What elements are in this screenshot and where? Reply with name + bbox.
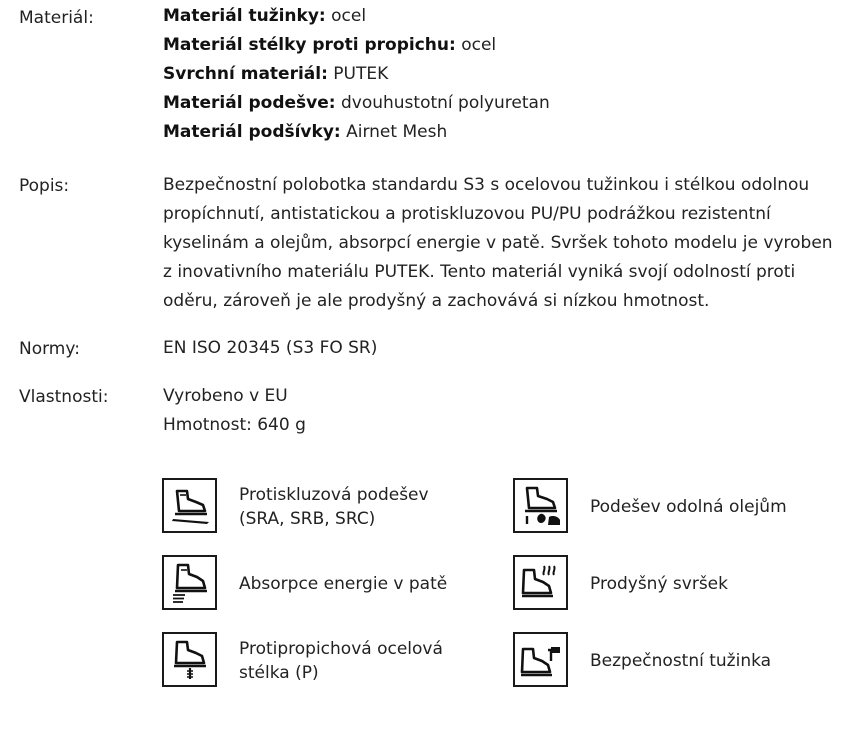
description-line: kyselinám a olejům, absorpcí energie v patě. Svršek tohoto modelu je vyroben bbox=[163, 233, 833, 253]
material-item-key: Materiál stélky proti propichu: bbox=[163, 35, 456, 55]
description-line: oděru, zároveň je ale prodyšný a zachovává si nízkou hmotnost. bbox=[163, 291, 710, 311]
material-item-key: Materiál podešve: bbox=[163, 93, 336, 113]
description-label: Popis: bbox=[19, 176, 70, 196]
feature-label-line: stélka (P) bbox=[239, 663, 319, 683]
material-item-value: ocel bbox=[331, 6, 367, 26]
material-item bbox=[163, 31, 833, 60]
breathable-upper-icon bbox=[513, 555, 568, 610]
feature-label-line: Absorpce energie v patě bbox=[239, 574, 448, 594]
material-item-value: ocel bbox=[461, 35, 497, 55]
feature-label-line: Protipropichová ocelová bbox=[239, 639, 443, 659]
description-text bbox=[163, 171, 833, 316]
property-item: Vyrobeno v EU bbox=[163, 386, 288, 406]
description-line: propíchnutí, antistatickou a protiskluzovou PU/PU podrážkou rezistentní bbox=[163, 204, 771, 224]
material-item bbox=[163, 118, 833, 147]
heel-energy-absorption-icon bbox=[162, 555, 217, 610]
norms-label: Normy: bbox=[19, 339, 80, 359]
property-item: Hmotnost: 640 g bbox=[163, 415, 306, 435]
safety-toecap-icon bbox=[513, 632, 568, 687]
material-item bbox=[163, 60, 833, 89]
properties-values bbox=[163, 382, 833, 440]
description-line: Bezpečnostní polobotka standardu S3 s ocelovou tužinkou i stélkou odolnou bbox=[163, 175, 810, 195]
feature-label-line: (SRA, SRB, SRC) bbox=[239, 509, 376, 529]
material-item-value: dvouhustotní polyuretan bbox=[340, 93, 550, 113]
feature-label bbox=[239, 637, 443, 685]
material-item-value: PUTEK bbox=[333, 64, 389, 84]
properties-label: Vlastnosti: bbox=[19, 387, 109, 407]
feature-label-line: Podešev odolná olejům bbox=[590, 497, 787, 517]
material-values bbox=[163, 2, 833, 147]
material-label: Materiál: bbox=[19, 8, 94, 28]
norms-value-wrap bbox=[163, 334, 833, 363]
feature-label bbox=[239, 483, 429, 531]
norms-value: EN ISO 20345 (S3 FO SR) bbox=[163, 338, 378, 358]
feature-label bbox=[590, 495, 787, 519]
material-item-value: Airnet Mesh bbox=[346, 122, 448, 142]
feature-label-line: Protiskluzová podešev bbox=[239, 485, 429, 505]
feature-label bbox=[239, 572, 447, 596]
slip-resistant-sole-icon bbox=[162, 478, 217, 533]
material-item bbox=[163, 89, 833, 118]
steel-midsole-puncture-icon bbox=[162, 632, 217, 687]
description-line: z inovativního materiálu PUTEK. Tento materiál vyniká svojí odolností proti bbox=[163, 262, 796, 282]
material-item bbox=[163, 2, 833, 31]
material-item-key: Svrchní materiál: bbox=[163, 64, 328, 84]
material-item-key: Materiál podšívky: bbox=[163, 122, 341, 142]
material-item-key: Materiál tužinky: bbox=[163, 6, 326, 26]
feature-label bbox=[590, 572, 728, 596]
feature-label bbox=[590, 649, 771, 673]
feature-label-line: Bezpečnostní tužinka bbox=[590, 651, 772, 671]
oil-resistant-sole-icon bbox=[513, 478, 568, 533]
feature-label-line: Prodyšný svršek bbox=[590, 574, 728, 594]
